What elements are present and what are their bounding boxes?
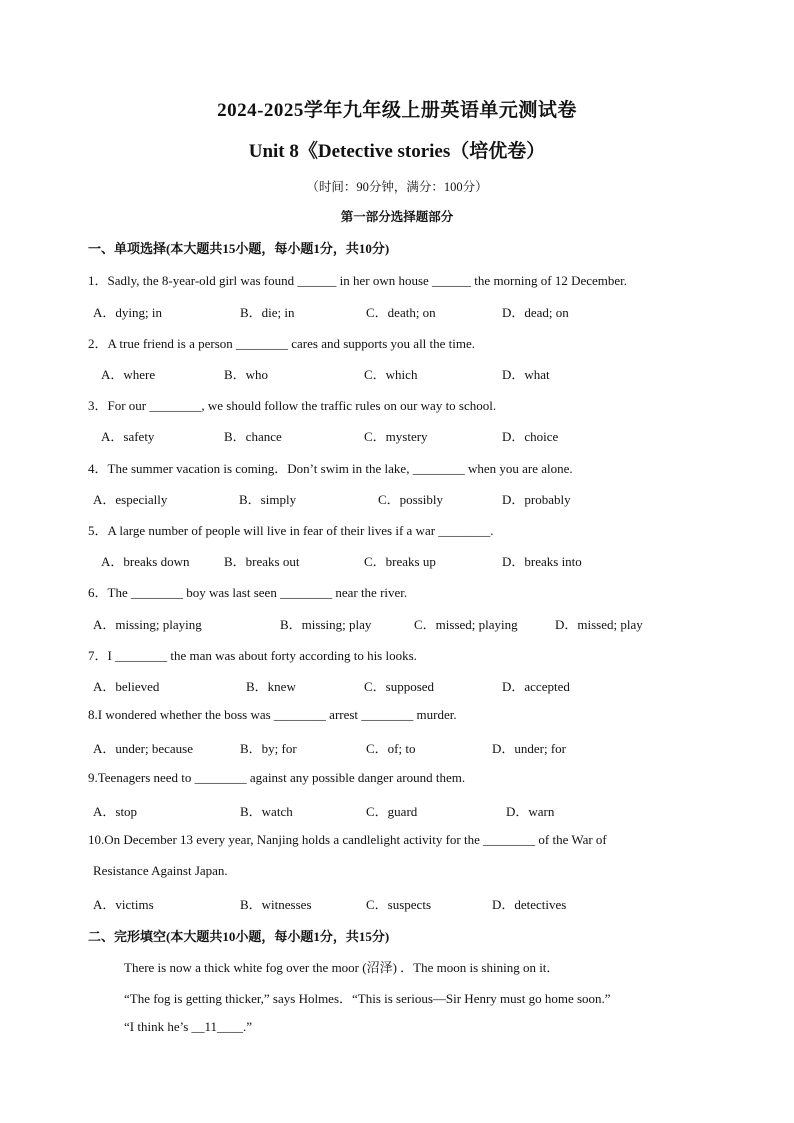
option-c: C．missed; playing — [414, 617, 518, 632]
option-c: C．which — [364, 367, 418, 382]
question-stem: 4．The summer vacation is coming．Don’t swim in the lake, ________ when you are alone. — [88, 461, 573, 476]
option-c: C．guard — [366, 804, 418, 819]
option-d: D．choice — [502, 429, 559, 444]
option-c: C．possibly — [378, 492, 444, 507]
option-b: B．who — [224, 367, 269, 382]
passage-line: “The fog is getting thicker,” says Holmes．“This is serious—Sir Henry must go home soon.” — [124, 991, 611, 1006]
option-d: D．what — [502, 367, 550, 382]
question-stem: 8.I wondered whether the boss was ________ arrest ________ murder. — [88, 707, 457, 722]
question-stem: 2．A true friend is a person ________ cares and supports you all the time. — [88, 336, 476, 351]
section-heading: 二、完形填空(本大题共10小题，每小题1分，共15分) — [88, 929, 390, 944]
option-a: A．where — [101, 367, 156, 382]
page-title: 2024-2025学年九年级上册英语单元测试卷 — [217, 100, 577, 121]
option-b: B．by; for — [240, 741, 297, 756]
question-stem: 9.Teenagers need to ________ against any possible danger around them. — [88, 770, 466, 785]
option-c: C．mystery — [364, 429, 428, 444]
option-a: A．stop — [93, 804, 138, 819]
question-stem: 6．The ________ boy was last seen ________ near the river. — [88, 585, 408, 600]
question-stem: 10.On December 13 every year, Nanjing holds a candlelight activity for the ________ of the War of — [88, 832, 607, 847]
question-stem: 3．For our ________, we should follow the traffic rules on our way to school. — [88, 398, 497, 413]
option-d: D．breaks into — [502, 554, 582, 569]
option-a: A．breaks down — [101, 554, 190, 569]
question-stem: 5．A large number of people will live in fear of their lives if a war ________. — [88, 523, 494, 538]
section-heading: 一、单项选择(本大题共15小题，每小题1分，共10分) — [88, 241, 390, 256]
question-stem: 7．I ________ the man was about forty according to his looks. — [88, 648, 417, 663]
option-b: B．breaks out — [224, 554, 300, 569]
question-stem: 1．Sadly, the 8-year-old girl was found ______ in her own house ______ the morning of 12 December. — [88, 273, 628, 288]
unit-title: Unit 8《Detective stories（培优卷） — [248, 141, 546, 162]
option-b: B．missing; play — [280, 617, 372, 632]
option-d: D．under; for — [492, 741, 567, 756]
option-a: A．dying; in — [93, 305, 162, 320]
question-stem-continued: Resistance Against Japan. — [93, 863, 228, 878]
option-b: B．die; in — [240, 305, 295, 320]
option-c: C．of; to — [366, 741, 416, 756]
option-d: D．accepted — [502, 679, 570, 694]
option-b: B．knew — [246, 679, 296, 694]
passage-line: There is now a thick white fog over the moor (沼泽) ．The moon is shining on it． — [124, 960, 560, 975]
option-a: A．victims — [93, 897, 154, 912]
option-c: C．death; on — [366, 305, 436, 320]
option-d: D．dead; on — [502, 305, 569, 320]
option-b: B．chance — [224, 429, 282, 444]
option-c: C．suspects — [366, 897, 432, 912]
option-a: A．believed — [93, 679, 160, 694]
exam-info: （时间：90分钟，满分：100分） — [306, 180, 488, 194]
option-d: D．detectives — [492, 897, 567, 912]
option-c: C．supposed — [364, 679, 435, 694]
option-b: B．watch — [240, 804, 293, 819]
option-a: A．under; because — [93, 741, 193, 756]
option-b: B．witnesses — [240, 897, 312, 912]
option-a: A．especially — [93, 492, 168, 507]
part-heading: 第一部分选择题部分 — [340, 210, 454, 224]
option-d: D．missed; play — [555, 617, 643, 632]
option-d: D．warn — [506, 804, 555, 819]
option-a: A．safety — [101, 429, 155, 444]
option-b: B．simply — [239, 492, 297, 507]
option-c: C．breaks up — [364, 554, 436, 569]
option-a: A．missing; playing — [93, 617, 202, 632]
option-d: D．probably — [502, 492, 571, 507]
passage-line: “I think he’s __11____.” — [124, 1019, 253, 1034]
